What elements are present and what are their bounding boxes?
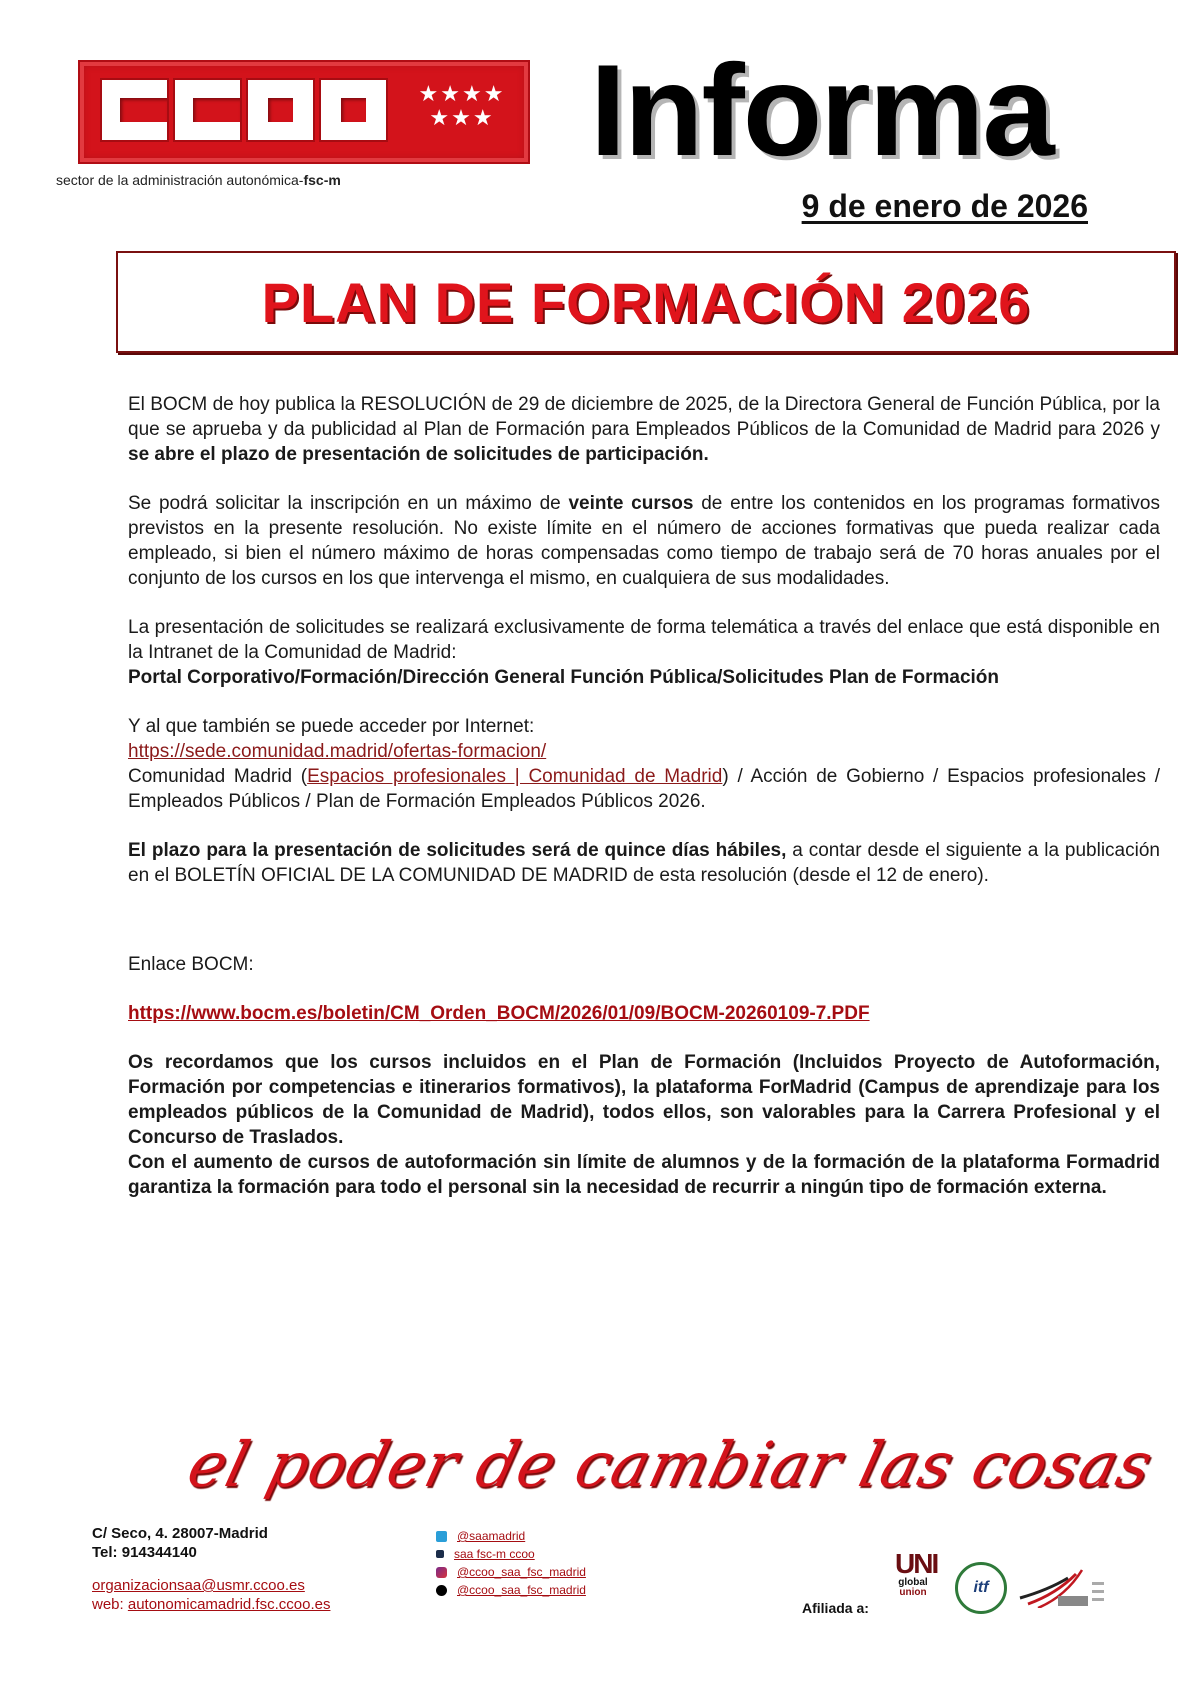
social-item-facebook[interactable] <box>436 1545 586 1563</box>
headline-box <box>116 251 1176 353</box>
social-item-instagram[interactable] <box>436 1563 586 1581</box>
address: C/ Seco, 4. 28007-Madrid <box>92 1525 268 1542</box>
logo-letter-c <box>175 80 240 140</box>
paragraph-resolution <box>128 392 1160 467</box>
text: El BOCM de hoy publica la RESOLUCIÓN de 29 de diciembre de 2025, de la Directora General de Función Pública, por la que se aprueba y da publicidad al Plan de Formación para Empleados Públicos de la Comunidad de Madrid para 2026 y <box>128 394 1160 440</box>
logo-subtitle-regular: sector de la administración autonómica- <box>56 172 304 188</box>
paragraph-deadline <box>128 838 1160 888</box>
social-handle[interactable]: @saamadrid <box>457 1529 526 1543</box>
paragraph-courses <box>128 491 1160 591</box>
social-links <box>436 1527 586 1599</box>
text: Y al que también se puede acceder por Internet: <box>128 716 535 737</box>
logo-letter-o <box>321 80 386 140</box>
web-link[interactable]: autonomicamadrid.fsc.ccoo.es <box>127 1596 331 1613</box>
federation-logo-icon <box>1018 1568 1108 1608</box>
tiktok-icon <box>436 1585 447 1596</box>
paragraph-submission <box>128 615 1160 690</box>
text-bold: Os recordamos que los cursos incluidos en el Plan de Formación (Incluidos Proyecto de Autoformación, Formación por competencias e itinerarios formativos), la plataforma ForMadrid (Campus de aprendizaje para los empleados públicos de la Comunidad de Madrid), todos ellos, son valorables para la Carrera Profesional y el Concurso de Traslados. <box>128 1052 1160 1148</box>
text: de entre los contenidos en los programas formativos previstos en la presente resolución. No existe límite en el número de acciones formativas que pueda realizar cada empleado, si bien el número máximo de horas compensadas como tiempo de trabajo será de 70 horas anuales por el conjunto de los cursos en los que intervenga el mismo, en cualquiera de sus modalidades. <box>128 493 1160 589</box>
text-bold: El plazo para la presentación de solicitudes será de quince días hábiles, <box>128 840 787 861</box>
text-bold: Con el aumento de cursos de autoformación sin límite de alumnos y de la formación de la plataforma Formadrid garantiza la formación para todo el personal sin la necesidad de recurrir a ningún tipo de formación externa. <box>128 1152 1160 1198</box>
email-link[interactable]: organizacionsaa@usmr.ccoo.es <box>92 1577 305 1594</box>
ccoo-logo <box>78 60 530 164</box>
instagram-icon <box>436 1567 447 1578</box>
bocm-link[interactable]: https://www.bocm.es/boletin/CM_Orden_BOCM/2026/01/09/BOCM-20260109-7.PDF <box>128 1003 870 1024</box>
uni-text: UNI <box>895 1548 938 1579</box>
text: Se podrá solicitar la inscripción en un máximo de <box>128 493 569 514</box>
text-bold: veinte cursos <box>568 493 694 514</box>
document-body <box>128 392 1160 1200</box>
stars-row-1: ★★★★ <box>418 81 506 106</box>
publication-date: 9 de enero de 2026 <box>801 188 1088 224</box>
bocm-label: Enlace BOCM: <box>128 954 254 975</box>
affiliation-label: Afiliada a: <box>802 1600 869 1616</box>
facebook-icon <box>436 1550 444 1558</box>
text: a contar desde el siguiente a la publicación en el BOLETÍN OFICIAL DE LA COMUNIDAD DE MADRID de esta resolución (desde el 12 de enero). <box>128 840 1160 886</box>
social-item-twitter[interactable] <box>436 1527 586 1545</box>
slogan: el poder de cambiar las cosas <box>180 1428 1161 1501</box>
sede-link[interactable]: https://sede.comunidad.madrid/ofertas-formacion/ <box>128 741 547 762</box>
logo-letter-o <box>248 80 313 140</box>
text: La presentación de solicitudes se realizará exclusivamente de forma telemática a través del enlace que está disponible en la Intranet de la Comunidad de Madrid: <box>128 617 1160 663</box>
footer-contact <box>92 1524 330 1614</box>
social-handle[interactable]: saa fsc-m ccoo <box>454 1547 535 1561</box>
paragraph-reminder <box>128 1050 1160 1200</box>
intranet-path: Portal Corporativo/Formación/Dirección General Función Pública/Solicitudes Plan de Formación <box>128 667 1000 688</box>
logo-subtitle-bold: fsc-m <box>303 172 341 188</box>
social-handle[interactable]: @ccoo_saa_fsc_madrid <box>457 1583 586 1597</box>
page-title: Informa <box>590 37 1053 183</box>
paragraph-bocm-link <box>128 1001 1160 1026</box>
uni-global-text: global <box>898 1577 928 1588</box>
itf-text: itf <box>973 1579 989 1596</box>
social-handle[interactable]: @ccoo_saa_fsc_madrid <box>457 1565 586 1579</box>
paragraph-internet <box>128 714 1160 814</box>
headline: PLAN DE FORMACIÓN 2026 <box>261 270 1031 334</box>
logo-letter-c <box>102 80 167 140</box>
stars-row-2: ★★★ <box>429 105 495 130</box>
text-bold: se abre el plazo de presentación de solicitudes de participación. <box>128 444 709 465</box>
text: ) / Acción de Gobierno / Espacios profesionales / Empleados Públicos / Plan de Formación Empleados Públicos 2026. <box>128 766 1161 812</box>
text: Comunidad Madrid ( <box>128 766 308 787</box>
itf-logo <box>955 1562 1007 1614</box>
uni-union-text: union <box>899 1587 927 1598</box>
logo-letters <box>102 80 386 140</box>
logo-subtitle <box>56 172 341 188</box>
madrid-stars-icon <box>412 82 512 130</box>
uni-global-union-logo <box>895 1548 938 1598</box>
social-item-tiktok[interactable] <box>436 1581 586 1599</box>
espacios-profesionales-link[interactable]: Espacios profesionales | Comunidad de Madrid <box>307 766 723 787</box>
phone: Tel: 914344140 <box>92 1544 197 1561</box>
web-label: web: <box>92 1596 128 1613</box>
twitter-icon <box>436 1531 447 1542</box>
